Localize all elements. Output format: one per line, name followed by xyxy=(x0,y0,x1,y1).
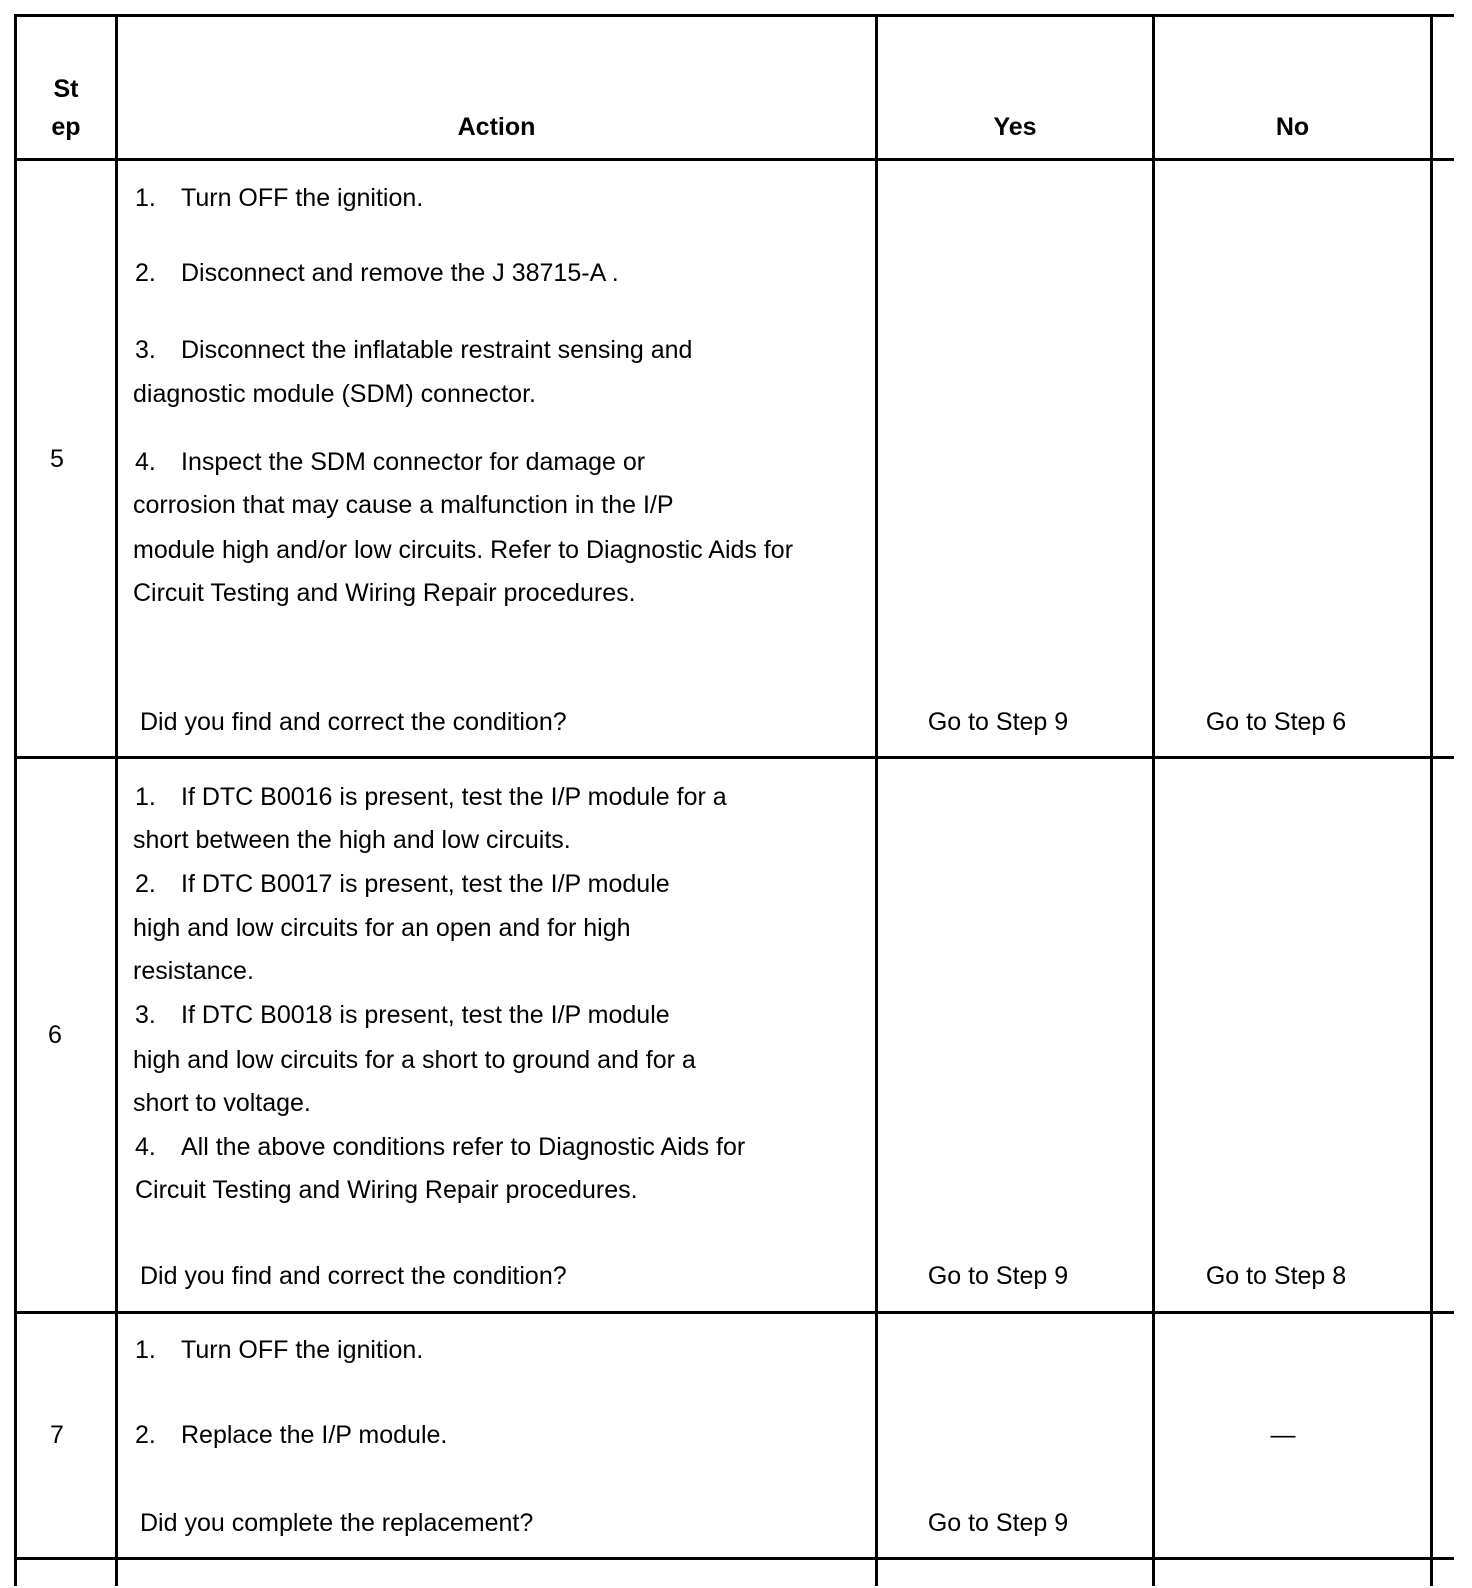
question-text: Did you complete the replacement? xyxy=(140,1509,534,1537)
no-result: Go to Step 6 xyxy=(1205,708,1347,736)
action-item-continuation: high and low circuits for an open and for high xyxy=(133,914,631,942)
table-border-bottom xyxy=(14,1557,1454,1560)
action-item-continuation: module high and/or low circuits. Refer to Diagnostic Aids for xyxy=(133,536,794,564)
action-item: 2. If DTC B0017 is present, test the I/P module xyxy=(135,870,670,898)
table-border-right xyxy=(1430,14,1433,1586)
header-action: Action xyxy=(457,113,536,141)
action-item-continuation: resistance. xyxy=(133,957,254,985)
action-item: 1. Turn OFF the ignition. xyxy=(135,184,424,212)
header-step: St ep xyxy=(51,75,81,141)
action-item-continuation: high and low circuits for a short to ground and for a xyxy=(133,1046,696,1074)
step-number: 7 xyxy=(50,1421,64,1449)
question-text: Did you find and correct the condition? xyxy=(140,708,567,736)
no-result: — xyxy=(1270,1421,1296,1449)
table-border-top xyxy=(14,14,1454,17)
yes-result: Go to Step 9 xyxy=(927,1262,1069,1290)
header-no: No xyxy=(1275,113,1310,141)
action-item: 3. If DTC B0018 is present, test the I/P module xyxy=(135,1001,670,1029)
no-result: Go to Step 8 xyxy=(1205,1262,1347,1290)
action-item: 3. Disconnect the inflatable restraint sensing and xyxy=(135,336,693,364)
action-item: 1. Turn OFF the ignition. xyxy=(135,1336,424,1364)
action-item-continuation: corrosion that may cause a malfunction in the I/P xyxy=(133,491,674,519)
step-number: 6 xyxy=(48,1021,62,1049)
column-divider xyxy=(875,14,878,1586)
yes-result: Go to Step 9 xyxy=(927,1509,1069,1537)
yes-result: Go to Step 9 xyxy=(927,708,1069,736)
action-item: 4. All the above conditions refer to Diagnostic Aids for xyxy=(135,1133,746,1161)
action-item-continuation: short between the high and low circuits. xyxy=(133,826,571,854)
action-item-continuation: diagnostic module (SDM) connector. xyxy=(133,380,536,408)
action-item-continuation: short to voltage. xyxy=(133,1089,311,1117)
table-border-left xyxy=(14,14,17,1586)
header-divider xyxy=(14,158,1454,161)
action-item: 2. Disconnect and remove the J 38715-A . xyxy=(135,259,619,287)
column-divider xyxy=(115,14,118,1586)
action-item-continuation: Circuit Testing and Wiring Repair procedures. xyxy=(133,579,636,607)
row-divider xyxy=(14,1311,1454,1314)
action-item: 2. Replace the I/P module. xyxy=(135,1421,448,1449)
step-number: 5 xyxy=(50,445,64,473)
header-yes: Yes xyxy=(993,113,1037,141)
question-text: Did you find and correct the condition? xyxy=(140,1262,567,1290)
action-item-continuation: Circuit Testing and Wiring Repair procedures. xyxy=(135,1176,638,1204)
row-divider xyxy=(14,756,1454,759)
column-divider xyxy=(1152,14,1155,1586)
action-item: 4. Inspect the SDM connector for damage or xyxy=(135,448,646,476)
action-item: 1. If DTC B0016 is present, test the I/P module for a xyxy=(135,783,727,811)
